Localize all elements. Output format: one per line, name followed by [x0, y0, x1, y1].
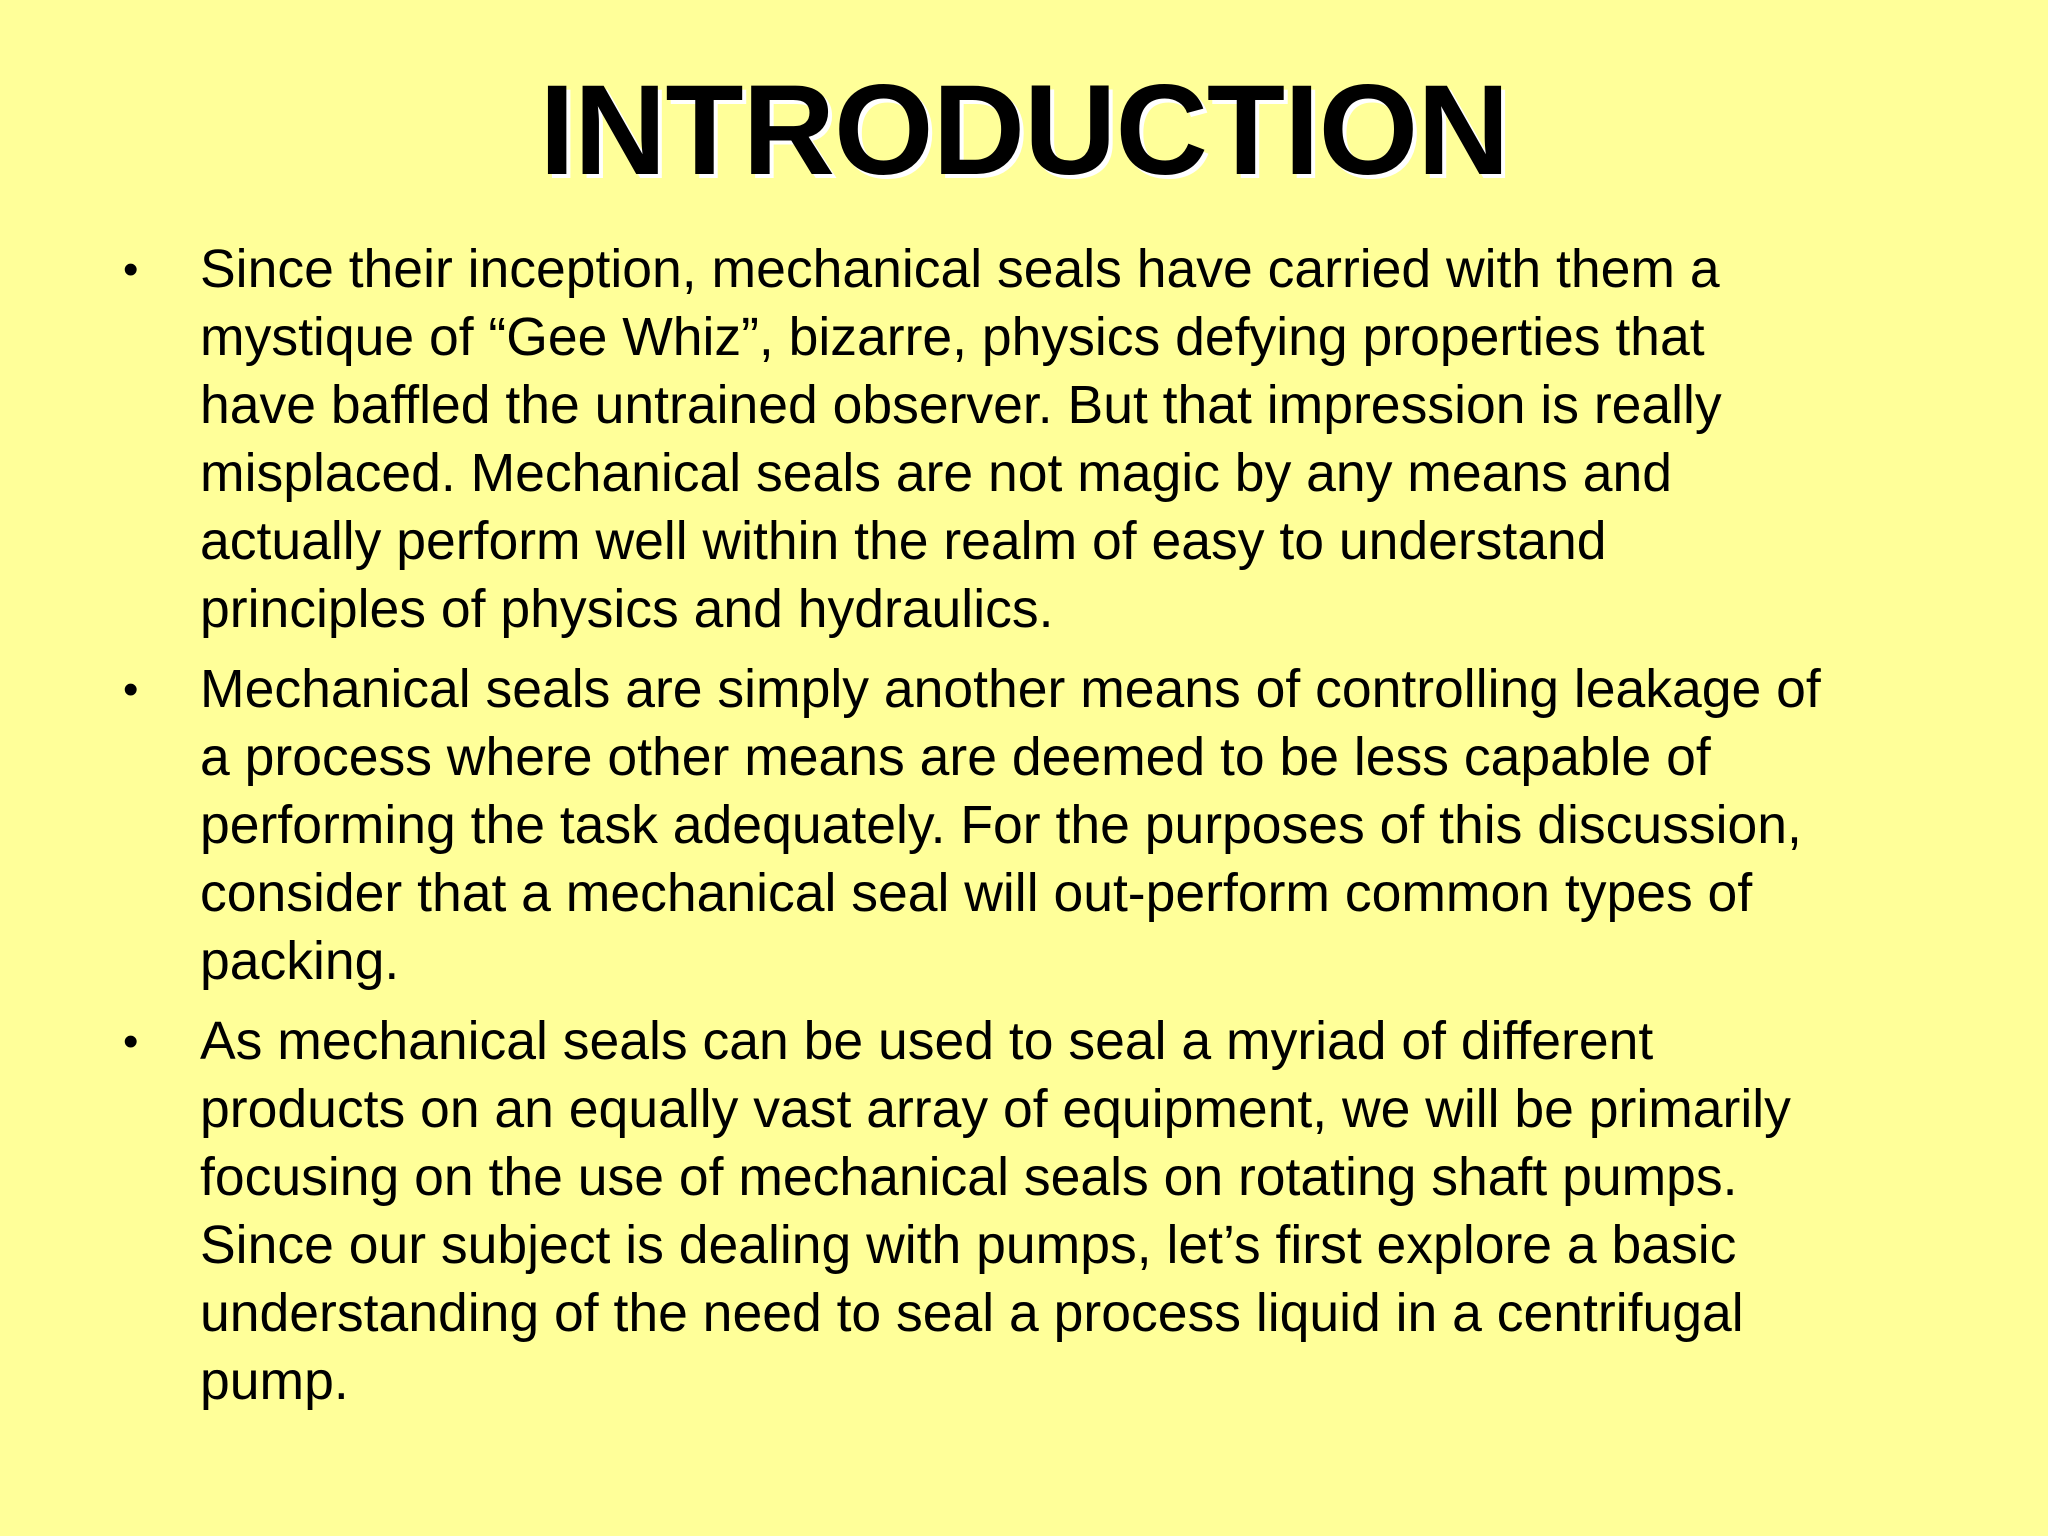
bullet-text [200, 236, 1988, 644]
bullet-line: focusing on the use of mechanical seals on rotating shaft pumps. [200, 1148, 1738, 1207]
bullet-line: principles of physics and hydraulics. [200, 580, 1054, 639]
slide-title: INTRODUCTION [539, 59, 1509, 202]
bullet-dot-icon: • [123, 245, 139, 294]
bullet-line: understanding of the need to seal a process liquid in a centrifugal [200, 1284, 1744, 1343]
bullet-list [0, 236, 2048, 1428]
bullet-line: As mechanical seals can be used to seal a myriad of different [200, 1012, 1654, 1071]
bullet-dot-icon: • [123, 1017, 139, 1066]
bullet-dot-icon: • [123, 665, 139, 714]
bullet-item [0, 236, 2048, 644]
bullet-line: consider that a mechanical seal will out-perform common types of [200, 864, 1753, 923]
bullet-line: actually perform well within the realm of easy to understand [200, 512, 1607, 571]
bullet-text [200, 1008, 1988, 1416]
bullet-text [200, 656, 1988, 996]
bullet-line: packing. [200, 932, 400, 991]
bullet-line: a process where other means are deemed to be less capable of [200, 728, 1711, 787]
bullet-line: have baffled the untrained observer. But that impression is really [200, 376, 1722, 435]
bullet-line: Since our subject is dealing with pumps, let’s first explore a basic [200, 1216, 1737, 1275]
bullet-item [0, 656, 2048, 996]
bullet-item [0, 1008, 2048, 1416]
bullet-line: products on an equally vast array of equipment, we will be primarily [200, 1080, 1791, 1139]
bullet-line: performing the task adequately. For the purposes of this discussion, [200, 796, 1802, 855]
bullet-line: misplaced. Mechanical seals are not magic by any means and [200, 444, 1673, 503]
bullet-line: Mechanical seals are simply another means of controlling leakage of [200, 660, 1821, 719]
bullet-line: mystique of “Gee Whiz”, bizarre, physics defying properties that [200, 308, 1705, 367]
bullet-line: Since their inception, mechanical seals have carried with them a [200, 240, 1720, 299]
bullet-line: pump. [200, 1352, 349, 1411]
